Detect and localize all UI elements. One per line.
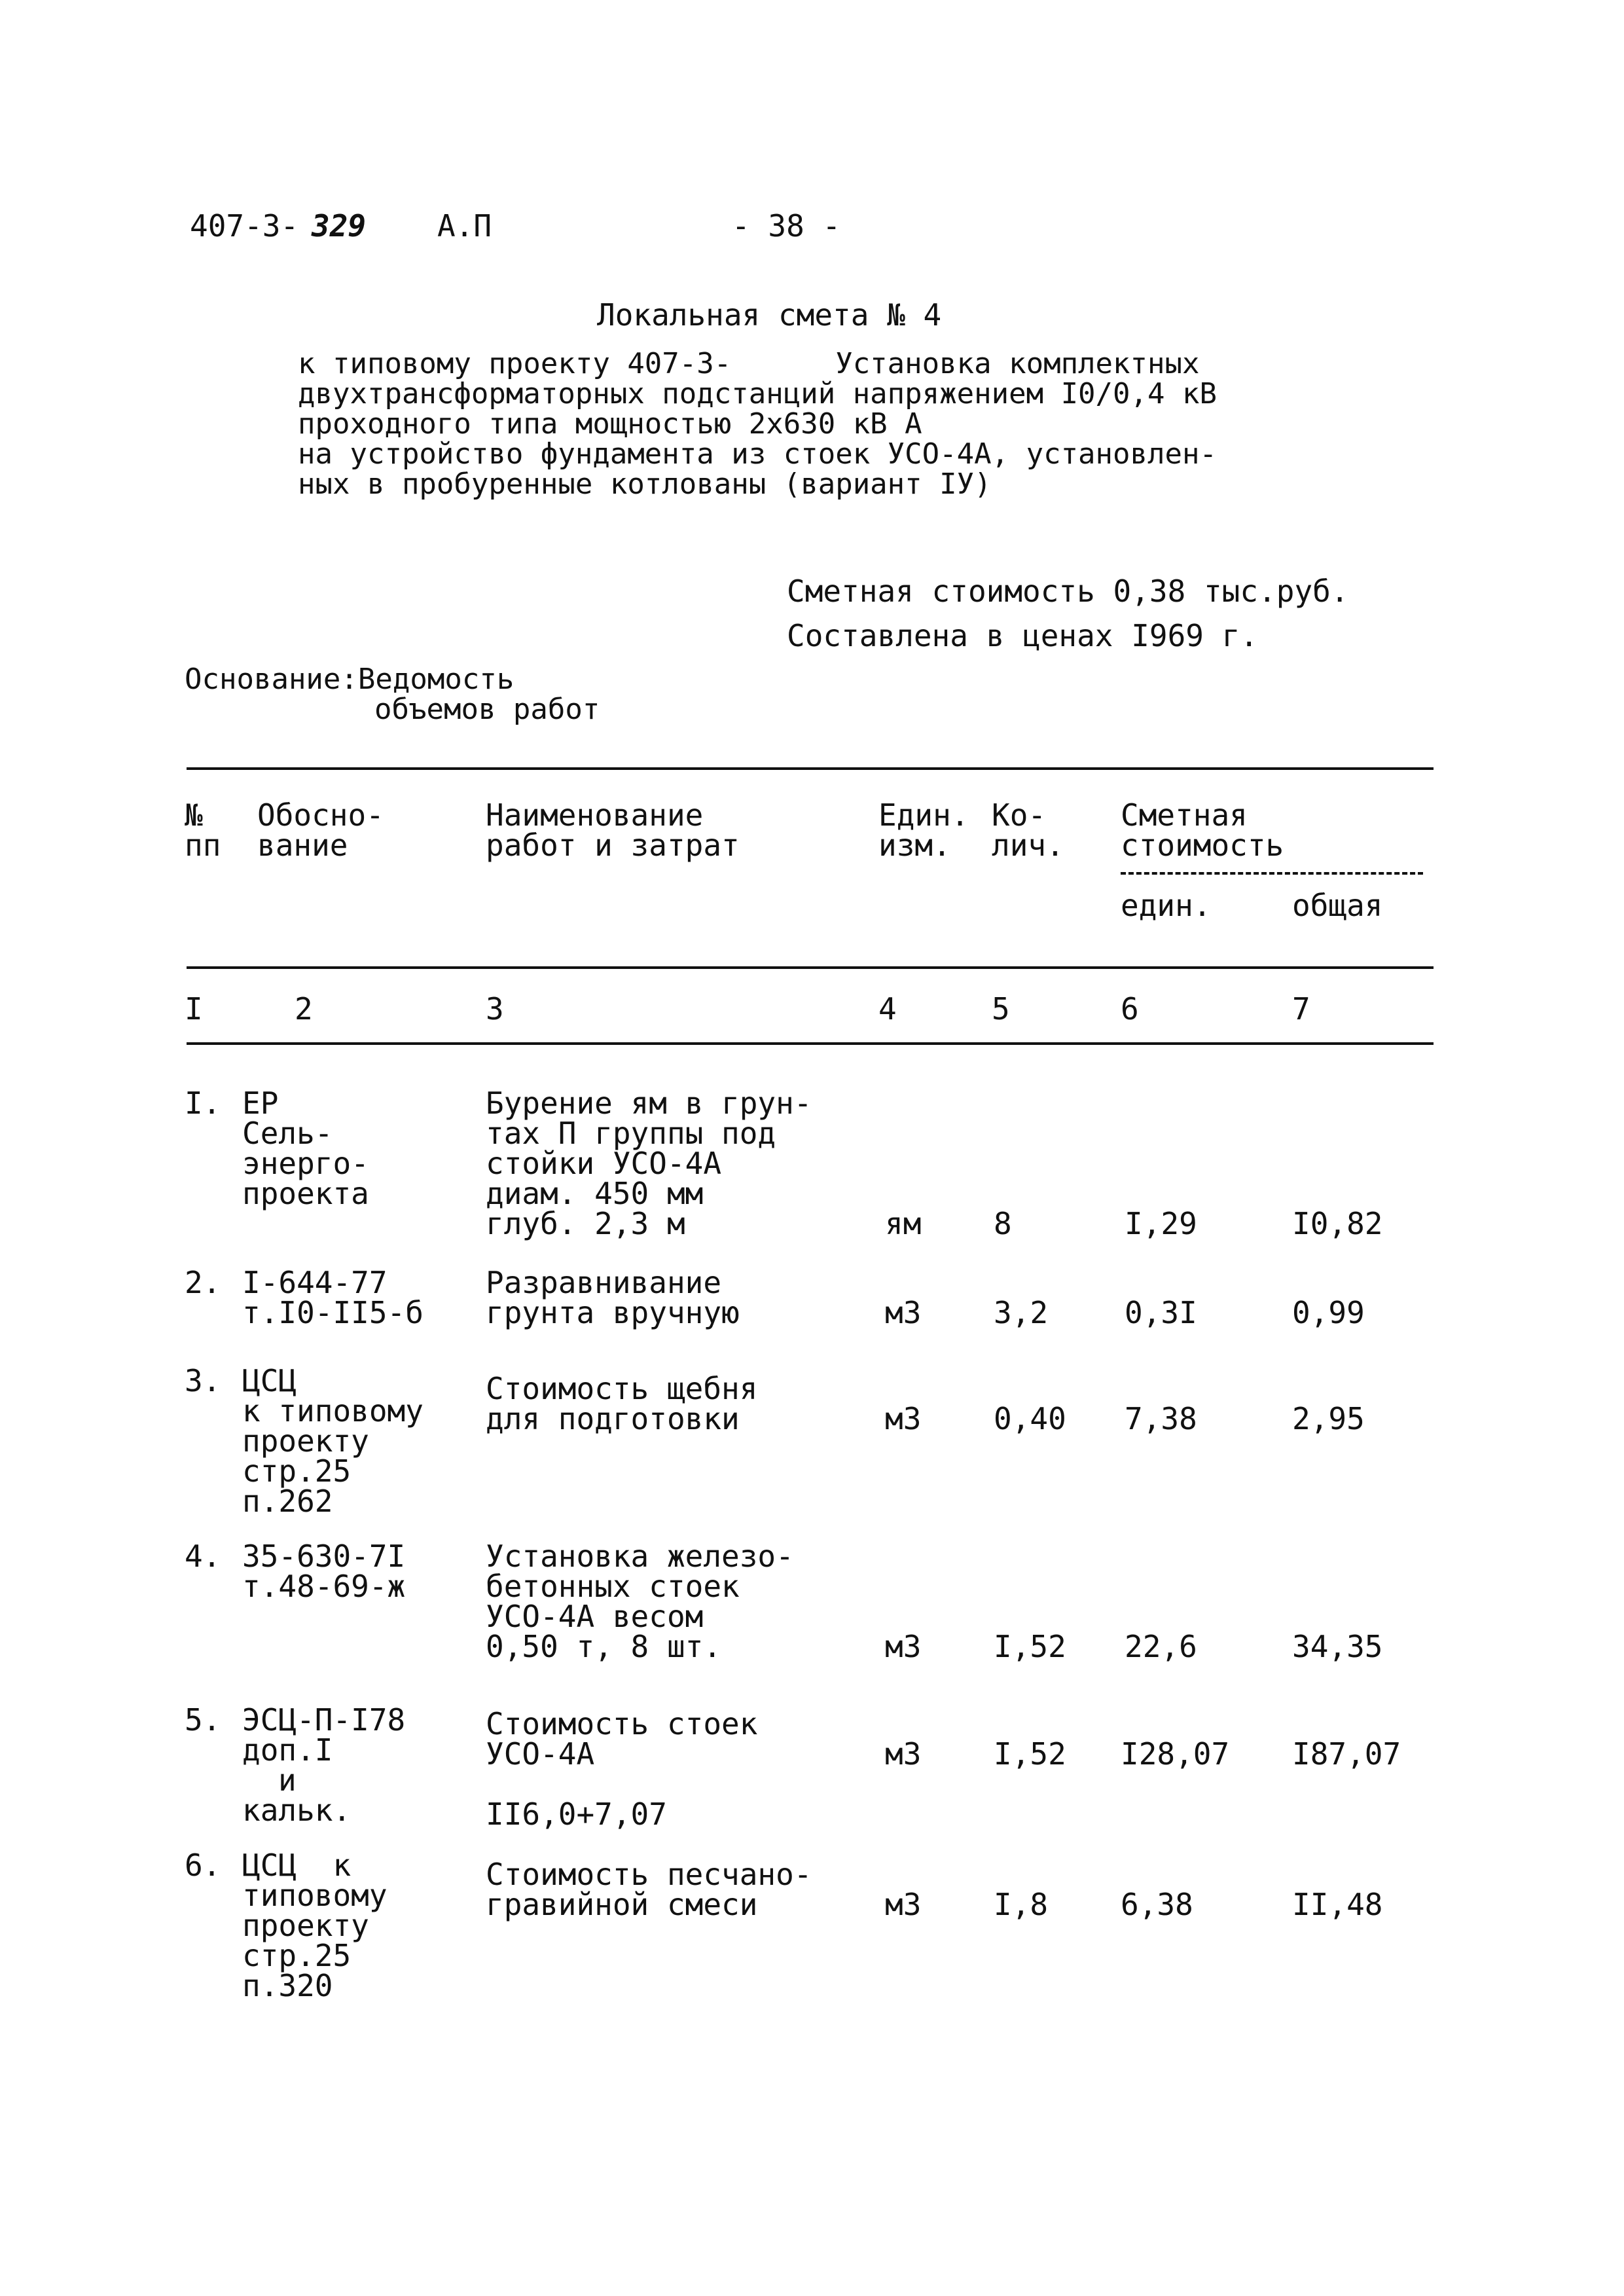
row-unit-price: I,29 bbox=[1125, 1206, 1197, 1241]
row-number: 2. bbox=[185, 1265, 221, 1300]
row-name: грунта вручную bbox=[486, 1295, 740, 1330]
row-unit: м3 bbox=[885, 1295, 922, 1330]
header-name: работ и затрат bbox=[486, 828, 740, 863]
subheader-rule bbox=[1121, 872, 1423, 875]
column-number: 4 bbox=[878, 991, 897, 1027]
description-line: к типовому проекту 407-3- Установка комплектных bbox=[298, 347, 1200, 380]
row-name: Стоимость песчано- bbox=[486, 1857, 812, 1892]
row-name: Стоимость щебня bbox=[486, 1371, 758, 1406]
row-name: Бурение ям в грун- bbox=[486, 1085, 812, 1121]
album-label: А.П bbox=[437, 208, 492, 244]
row-unit: м3 bbox=[885, 1736, 922, 1772]
column-number: 7 bbox=[1292, 991, 1310, 1027]
row-basis: Сель- bbox=[242, 1116, 333, 1151]
row-number: 3. bbox=[185, 1363, 221, 1398]
row-name: 0,50 т, 8 шт. bbox=[486, 1629, 722, 1664]
row-name: гравийной смеси bbox=[486, 1887, 758, 1922]
description-line: проходного типа мощностью 2х630 кВ А bbox=[298, 407, 922, 441]
row-qty: I,8 bbox=[994, 1887, 1049, 1922]
row-total: I87,07 bbox=[1292, 1736, 1401, 1772]
row-unit-price: I28,07 bbox=[1121, 1736, 1230, 1772]
row-unit: м3 bbox=[885, 1629, 922, 1664]
row-total: I0,82 bbox=[1292, 1206, 1383, 1241]
header-qty: Ко- bbox=[992, 797, 1047, 833]
row-number: 4. bbox=[185, 1539, 221, 1574]
row-total: 2,95 bbox=[1292, 1401, 1365, 1436]
row-name: Разравнивание bbox=[486, 1265, 722, 1300]
row-name: диам. 450 мм bbox=[486, 1176, 704, 1211]
row-basis: I-644-77 bbox=[242, 1265, 388, 1300]
row-unit: ям bbox=[885, 1206, 922, 1241]
row-basis: стр.25 bbox=[242, 1453, 352, 1489]
row-basis: типовому bbox=[242, 1878, 388, 1913]
row-number: 5. bbox=[185, 1702, 221, 1738]
row-name: стойки УСО-4А bbox=[486, 1146, 722, 1181]
row-unit: м3 bbox=[885, 1887, 922, 1922]
page-number: - 38 - bbox=[732, 208, 841, 244]
header-rule bbox=[187, 966, 1434, 969]
row-basis: проекту bbox=[242, 1423, 369, 1459]
row-basis: ЭСЦ-П-I78 bbox=[242, 1702, 406, 1738]
document-code-handwritten: 329 bbox=[312, 208, 367, 244]
column-number: 2 bbox=[295, 991, 313, 1027]
estimated-cost: Сметная стоимость 0,38 тыс.руб. bbox=[787, 574, 1349, 609]
row-number: I. bbox=[185, 1085, 221, 1121]
row-name: бетонных стоек bbox=[486, 1569, 740, 1604]
row-basis: ЦСЦ bbox=[242, 1363, 297, 1398]
row-total: II,48 bbox=[1292, 1887, 1383, 1922]
header-basis: вание bbox=[257, 828, 348, 863]
row-basis: проекту bbox=[242, 1908, 369, 1943]
row-qty: I,52 bbox=[994, 1629, 1066, 1664]
header-num: пп bbox=[185, 828, 221, 863]
row-basis: проекта bbox=[242, 1176, 369, 1211]
row-total: 34,35 bbox=[1292, 1629, 1383, 1664]
row-name: УСО-4А bbox=[486, 1736, 595, 1772]
row-basis: п.262 bbox=[242, 1484, 333, 1519]
row-qty: 8 bbox=[994, 1206, 1012, 1241]
description-line: на устройство фундамента из стоек УСО-4А, установлен- bbox=[298, 437, 1217, 471]
row-name: Стоимость стоек bbox=[486, 1706, 758, 1741]
row-unit-price: 6,38 bbox=[1121, 1887, 1193, 1922]
row-basis: доп.I bbox=[242, 1732, 333, 1768]
row-total: 0,99 bbox=[1292, 1295, 1365, 1330]
header-cost: Сметная bbox=[1121, 797, 1248, 833]
price-level: Составлена в ценах I969 г. bbox=[787, 618, 1259, 653]
row-name: УСО-4А весом bbox=[486, 1599, 704, 1634]
basis-label: Основание:Ведомость bbox=[185, 663, 514, 696]
row-basis: ЦСЦ к bbox=[242, 1848, 352, 1883]
row-basis: энерго- bbox=[242, 1146, 369, 1181]
header-num: № bbox=[185, 797, 203, 833]
table-top-rule bbox=[187, 767, 1434, 770]
row-basis: т.48-69-ж bbox=[242, 1569, 406, 1604]
description-line: ных в пробуренные котлованы (вариант IУ) bbox=[298, 467, 992, 501]
row-basis: т.I0-II5-б bbox=[242, 1295, 424, 1330]
row-number: 6. bbox=[185, 1848, 221, 1883]
row-basis: кальк. bbox=[242, 1793, 352, 1828]
row-basis: ЕР bbox=[242, 1085, 279, 1121]
document-code: 407-3- bbox=[190, 208, 299, 244]
header-name: Наименование bbox=[486, 797, 704, 833]
estimate-heading: Локальная смета № 4 bbox=[597, 297, 942, 333]
row-unit-price: 22,6 bbox=[1125, 1629, 1197, 1664]
column-number: 5 bbox=[992, 991, 1010, 1027]
row-basis: стр.25 bbox=[242, 1938, 352, 1973]
row-unit-price: 7,38 bbox=[1125, 1401, 1197, 1436]
row-qty: 0,40 bbox=[994, 1401, 1066, 1436]
row-name: Установка железо- bbox=[486, 1539, 794, 1574]
header-cost-total: общая bbox=[1292, 888, 1383, 923]
row-name: тах П группы под bbox=[486, 1116, 776, 1151]
row-basis: к типовому bbox=[242, 1393, 424, 1429]
header-cost: стоимость bbox=[1121, 828, 1284, 863]
row-unit-price: 0,3I bbox=[1125, 1295, 1197, 1330]
basis-value: объемов работ bbox=[374, 693, 600, 726]
row-unit: м3 bbox=[885, 1401, 922, 1436]
header-qty: лич. bbox=[992, 828, 1064, 863]
row-basis: и bbox=[278, 1762, 297, 1798]
header-unit: Един. bbox=[878, 797, 969, 833]
row-qty: I,52 bbox=[994, 1736, 1066, 1772]
column-numbers-rule bbox=[187, 1042, 1434, 1045]
header-unit: изм. bbox=[878, 828, 951, 863]
row-basis: 35-630-7I bbox=[242, 1539, 406, 1574]
description-line: двухтрансформаторных подстанций напряжением I0/0,4 кВ bbox=[298, 377, 1217, 410]
header-basis: Обосно- bbox=[257, 797, 384, 833]
column-number: 3 bbox=[486, 991, 504, 1027]
row-name: глуб. 2,3 м bbox=[486, 1206, 685, 1241]
column-number: 6 bbox=[1121, 991, 1139, 1027]
row-calculation: II6,0+7,07 bbox=[486, 1796, 667, 1832]
column-number: I bbox=[185, 991, 203, 1027]
header-cost-unit: един. bbox=[1121, 888, 1212, 923]
row-basis: п.320 bbox=[242, 1968, 333, 2003]
row-name: для подготовки bbox=[486, 1401, 740, 1436]
row-qty: 3,2 bbox=[994, 1295, 1049, 1330]
